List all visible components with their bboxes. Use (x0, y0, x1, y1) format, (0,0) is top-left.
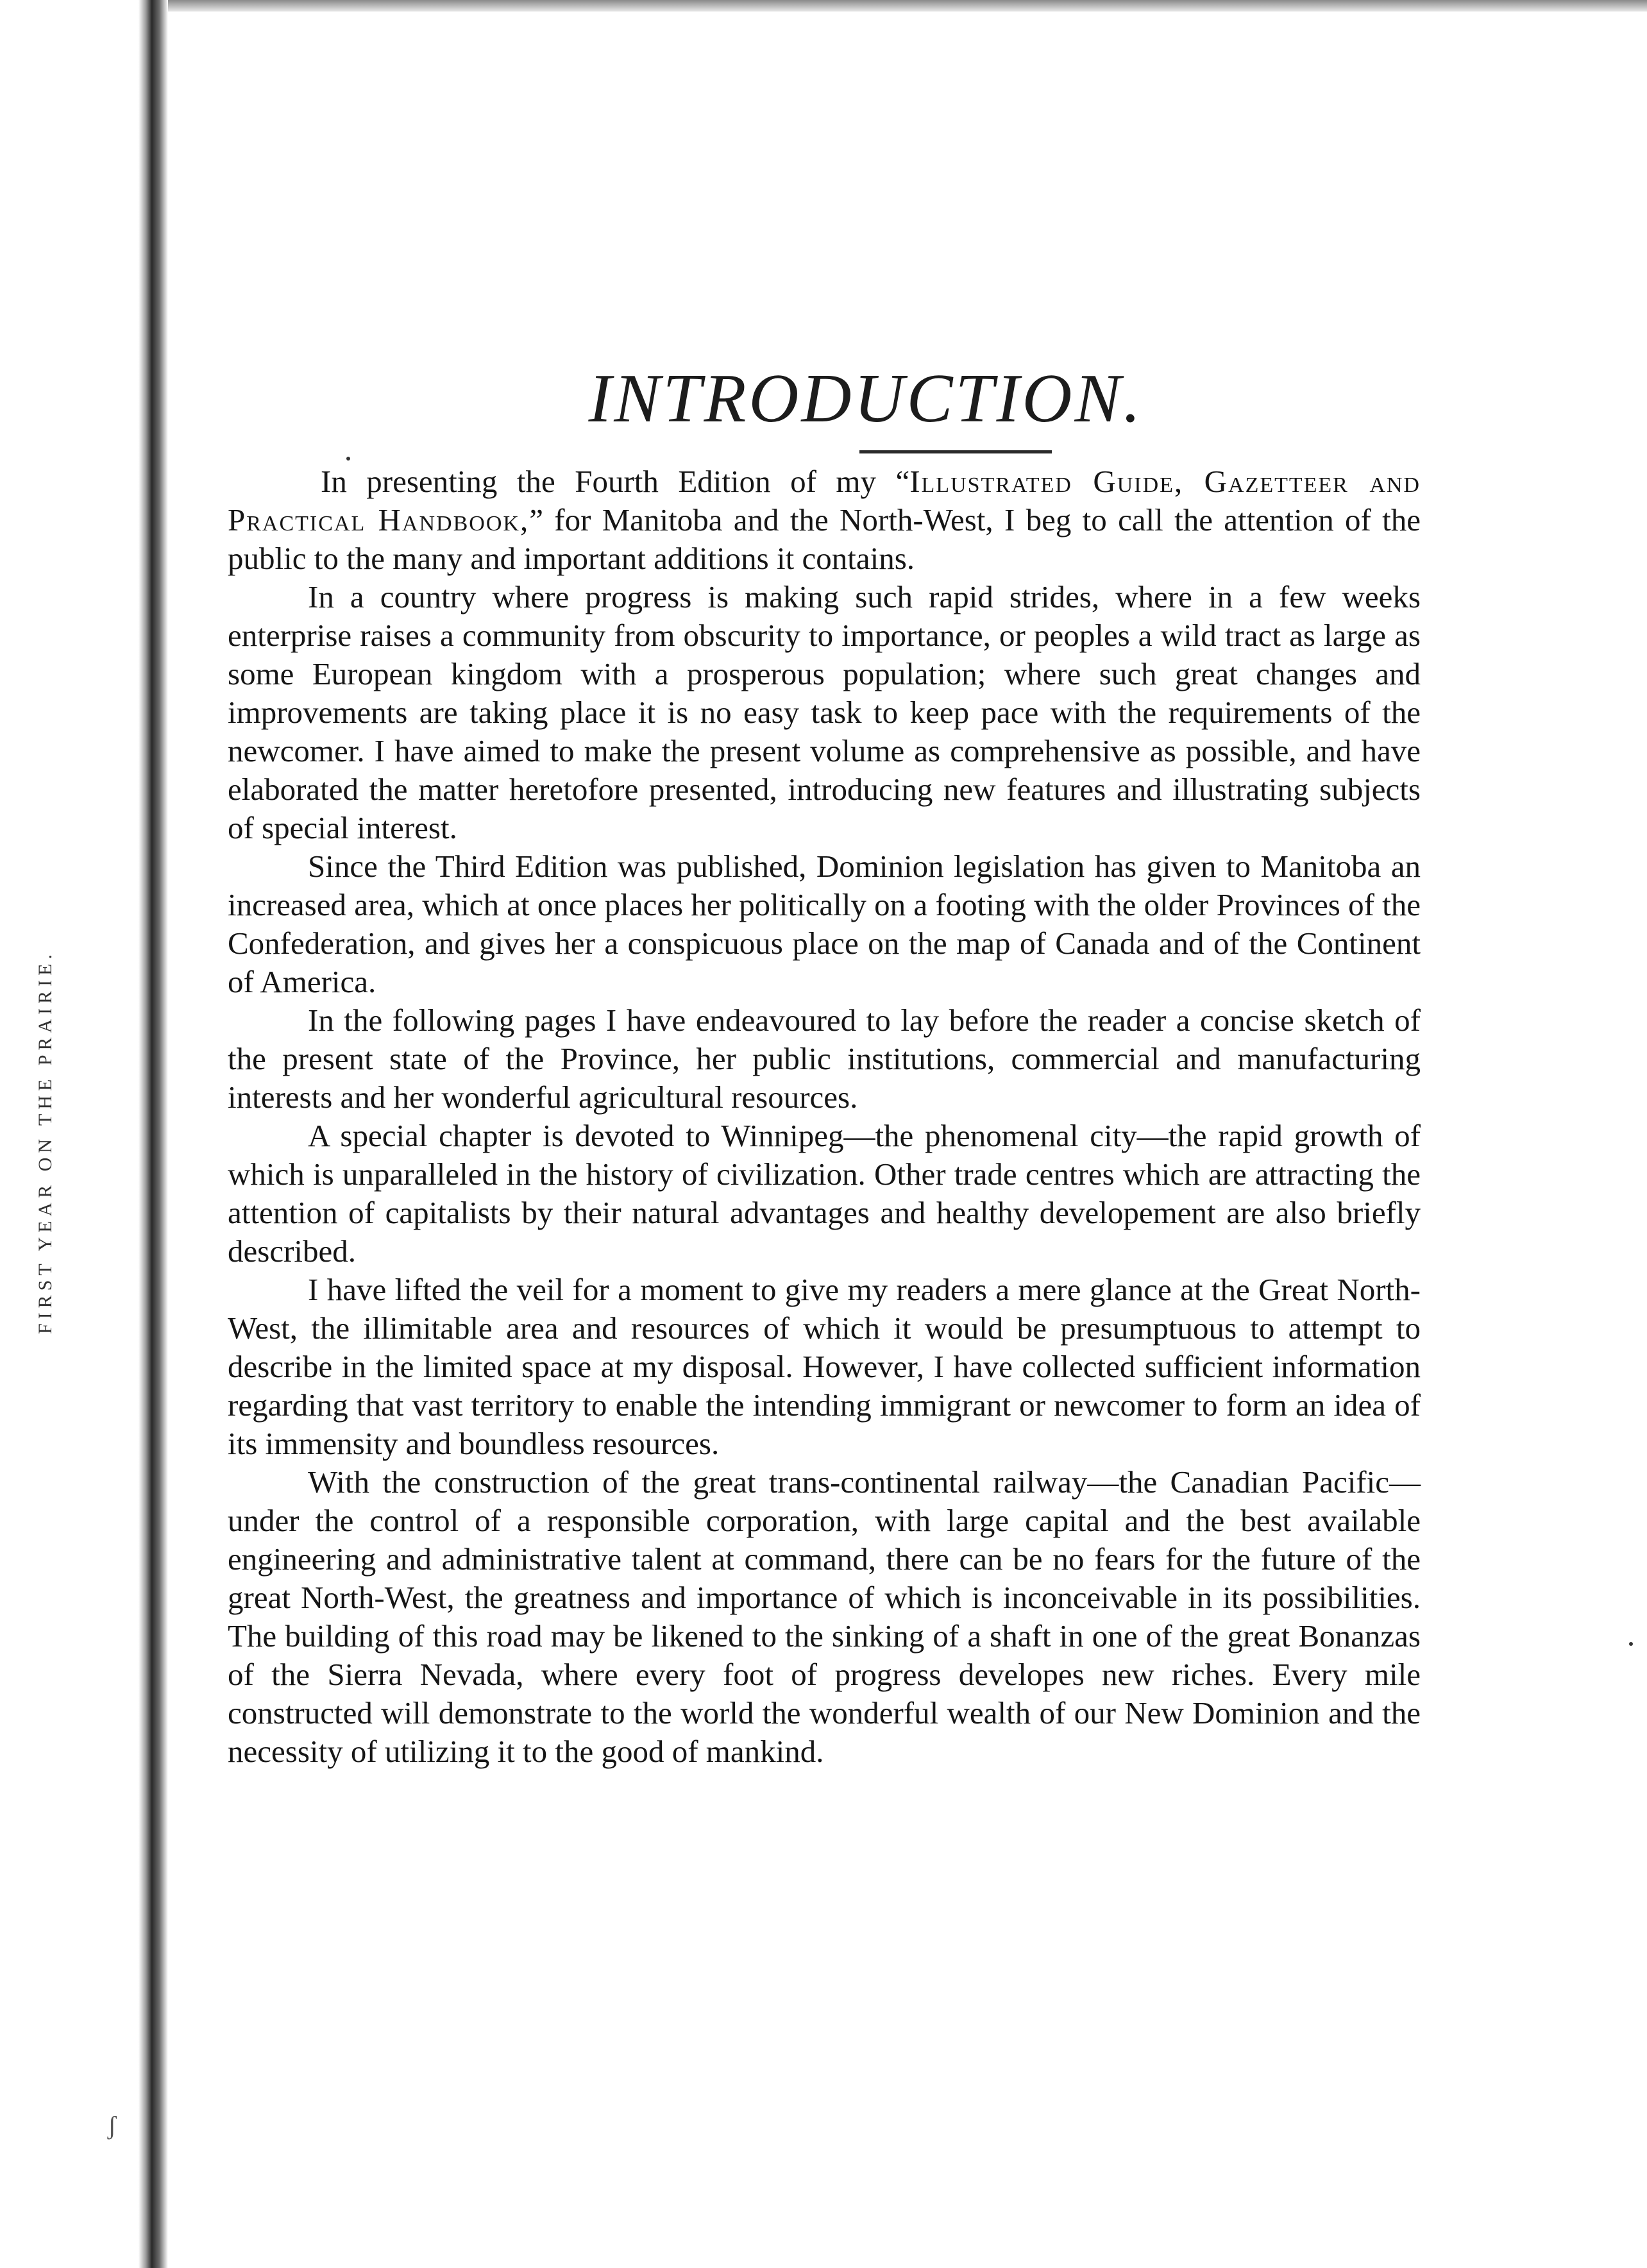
scan-speck (1629, 1642, 1633, 1646)
page-top-edge (168, 0, 1647, 12)
title-rule (859, 450, 1052, 453)
running-head: FIRST YEAR ON THE PRAIRIE. (35, 950, 56, 1334)
binding-edge (139, 0, 168, 2268)
paragraph-1-lead: In presenting the Fourth Edition of my “ (321, 464, 910, 499)
margin-mark: ʃ (108, 2111, 117, 2140)
paragraph-7: With the construction of the great trans-continental railway—the Canadian Pacific—under the control of a responsible corporation, with large capital and the best available engineering and administrative talent at command, there can be no fears for the future of the great North-West, the greatness and importance of which is inconceivable in its possibilities. The building of this road may be likened to the sinking of a shaft in one of the great Bonanzas of the Sierra Nevada, where every foot of progress developes new riches. Every mile constructed will demonstrate to the world the wonderful wealth of our New Dominion and the necessity of utilizing it to the good of mankind. (228, 1464, 1421, 1769)
paragraph-1-rest: ” for Manitoba and the North-West, I beg to call the attention of the public to the many and important additions it contains. (228, 502, 1421, 576)
paragraph-6: I have lifted the veil for a moment to give my readers a mere glance at the Great North-West, the illimitable area and resources of which it would be presumptuous to attempt to describe in the limited space at my disposal. However, I have collected sufficient information regarding that vast territory to enable the intending immigrant or newcomer to form an idea of its immensity and boundless resources. (228, 1272, 1421, 1461)
paragraph-5: A special chapter is devoted to Winnipeg—the phenomenal city—the rapid growth of which is unparalleled in the history of civilization. Other trade centres which are attracting the attention of capitalists by their natural advantages and healthy developement are also briefly described. (228, 1118, 1421, 1269)
book-title: Illustrated Guide, Gazetteer and Practical Handbook, (228, 464, 1421, 537)
paragraph-4: In the following pages I have endeavoured to lay before the reader a concise sketch of the present state of the Province, her public institutions, commercial and manufacturing interests and her wonderful agricultural resources. (228, 1003, 1421, 1115)
paragraph-2: In a country where progress is making such rapid strides, where in a few weeks enterprise raises a community from obscurity to importance, or peoples a wild tract as large as some European kingdom with a prosperous population; where such great changes and improvements are taking place it is no easy task to keep pace with the requirements of the newcomer. I have aimed to make the present volume as comprehensive as possible, and have elaborated the matter heretofore presented, introducing new features and illustrating subjects of special interest. (228, 579, 1421, 845)
paragraph-1 (228, 462, 1421, 578)
page-title: INTRODUCTION. (588, 360, 1144, 437)
page-body (228, 359, 1421, 1771)
paragraph-3: Since the Third Edition was published, Dominion legislation has given to Manitoba an increased area, which at once places her politically on a footing with the older Provinces of the Confederation, and gives her a conspicuous place on the map of Canada and of the Continent of America. (228, 849, 1421, 999)
